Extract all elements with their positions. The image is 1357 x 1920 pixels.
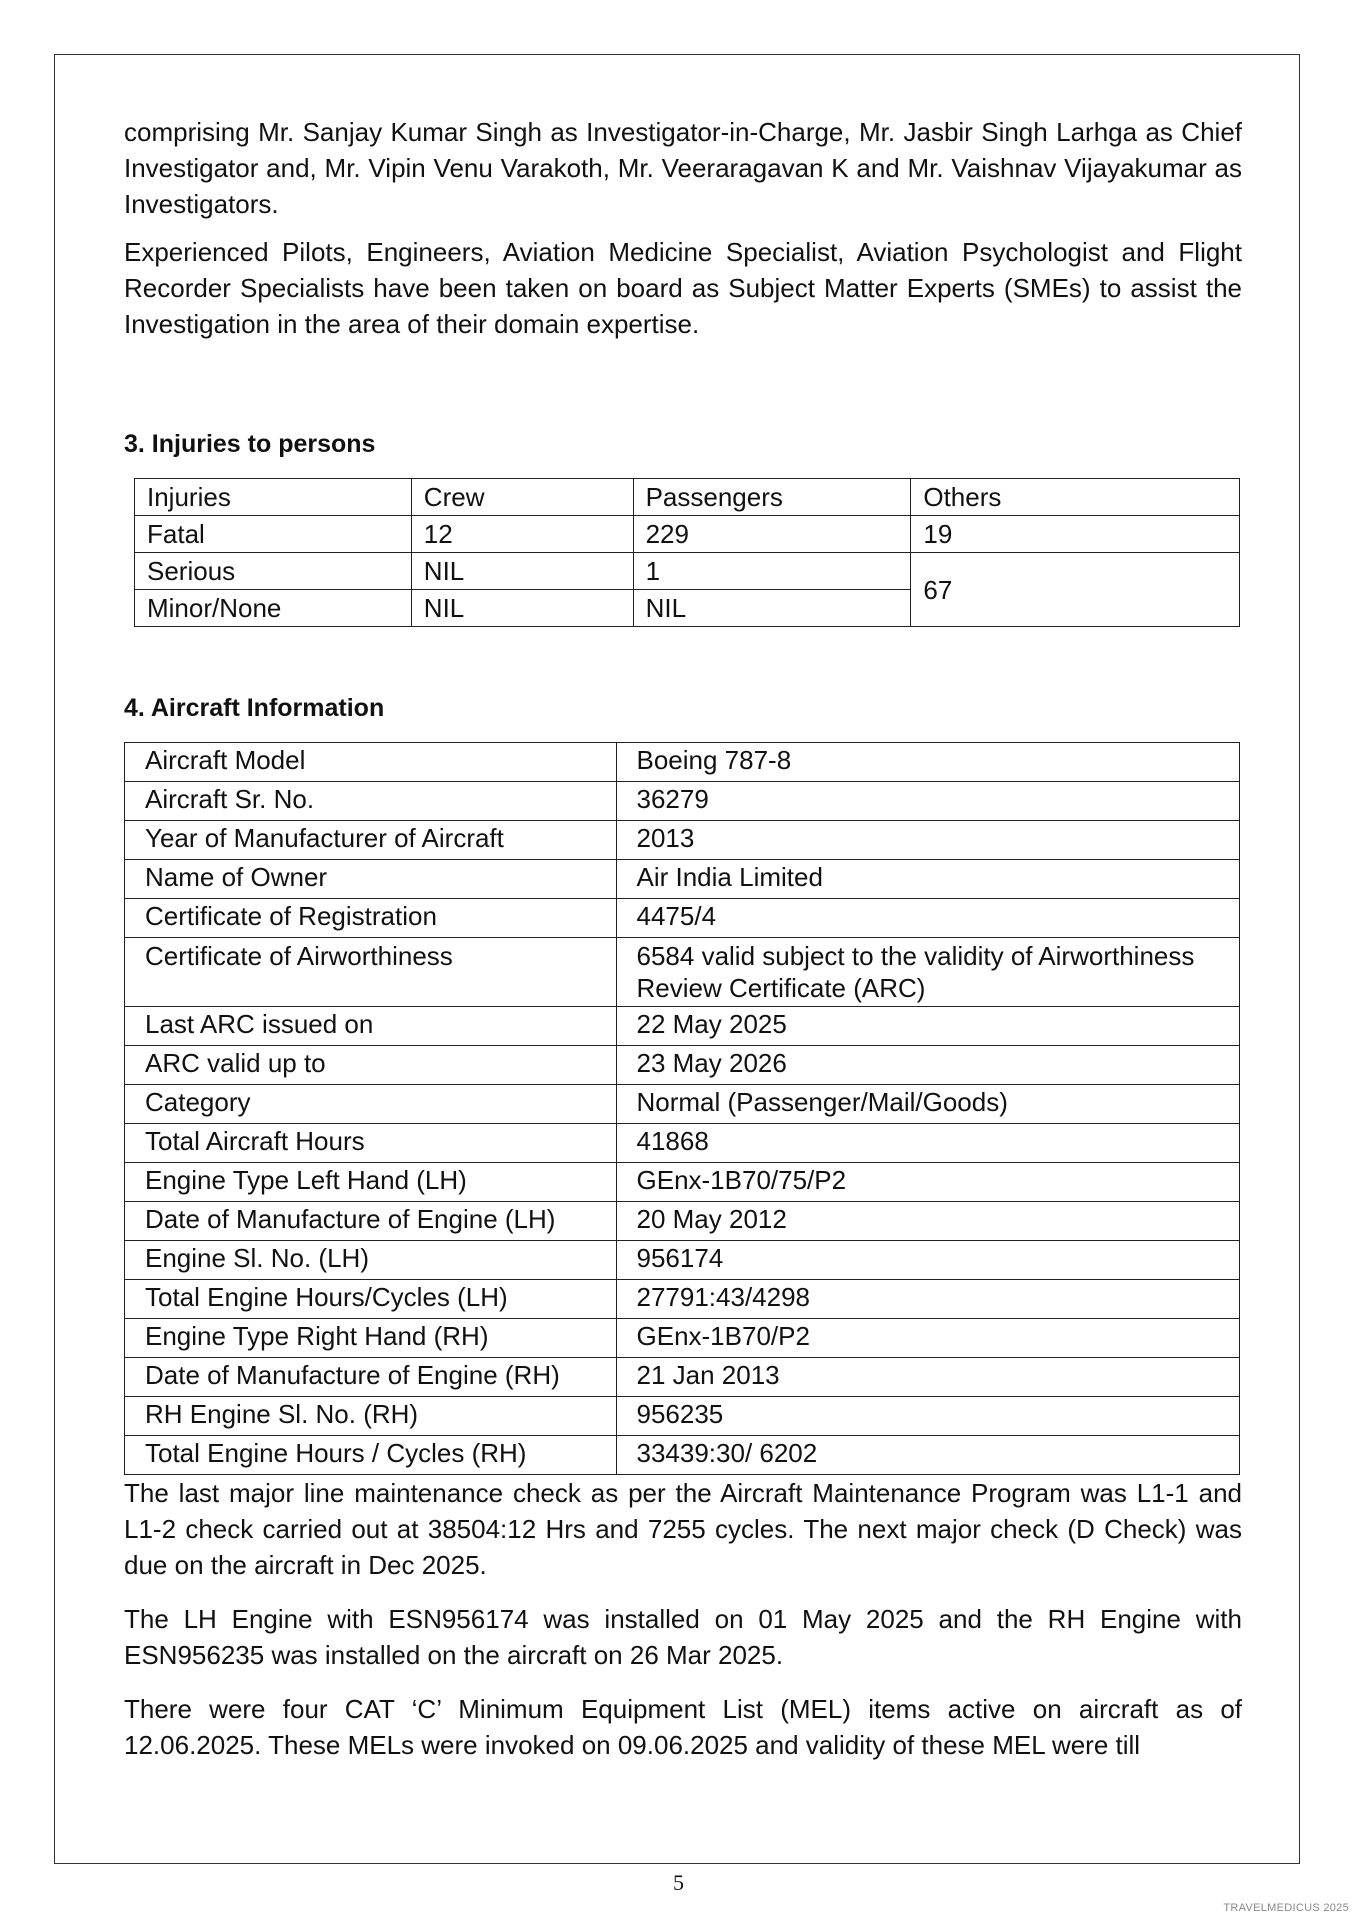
aircraft-field-value: 21 Jan 2013 bbox=[616, 1358, 1240, 1397]
aircraft-field-label: Last ARC issued on bbox=[125, 1007, 617, 1046]
page-number: 5 bbox=[673, 1870, 684, 1895]
table-cell: Minor/None bbox=[135, 590, 412, 627]
aircraft-field-value: 6584 valid subject to the validity of Airworthiness Review Certificate (ARC) bbox=[616, 938, 1240, 1007]
aircraft-field-label: Aircraft Sr. No. bbox=[125, 782, 617, 821]
aircraft-field-value: Boeing 787-8 bbox=[616, 743, 1240, 782]
injuries-heading: 3. Injuries to persons bbox=[124, 430, 376, 458]
table-row bbox=[125, 1241, 1240, 1280]
intro-paragraph-1: comprising Mr. Sanjay Kumar Singh as Investigator-in-Charge, Mr. Jasbir Singh Larhga as Chief Investigator and, Mr. Vipin Venu Varakoth, Mr. Veeraragavan K and Mr. Vaishnav Vijayakumar as Investigators. bbox=[124, 117, 1242, 219]
aircraft-field-label: Date of Manufacture of Engine (LH) bbox=[125, 1202, 617, 1241]
aircraft-field-label: Aircraft Model bbox=[125, 743, 617, 782]
aircraft-field-label: Total Engine Hours/Cycles (LH) bbox=[125, 1280, 617, 1319]
table-row bbox=[125, 1397, 1240, 1436]
aircraft-heading: 4. Aircraft Information bbox=[124, 694, 385, 722]
aircraft-info-table bbox=[124, 742, 1240, 1475]
injuries-header-cell: Passengers bbox=[633, 479, 911, 516]
aircraft-field-value: 36279 bbox=[616, 782, 1240, 821]
table-row bbox=[135, 479, 1240, 516]
table-cell: 1 bbox=[633, 553, 911, 590]
aircraft-field-label: Year of Manufacturer of Aircraft bbox=[125, 821, 617, 860]
injuries-header-cell: Injuries bbox=[135, 479, 412, 516]
injuries-header-cell: Crew bbox=[411, 479, 633, 516]
table-cell: Fatal bbox=[135, 516, 412, 553]
aircraft-field-label: Category bbox=[125, 1085, 617, 1124]
aircraft-field-value: 22 May 2025 bbox=[616, 1007, 1240, 1046]
aircraft-field-value: Normal (Passenger/Mail/Goods) bbox=[616, 1085, 1240, 1124]
injuries-table bbox=[134, 478, 1240, 627]
table-cell: 229 bbox=[633, 516, 911, 553]
closing-paragraph-1: The last major line maintenance check as per the Aircraft Maintenance Program was L1-1 and L1-2 check carried out at 38504:12 Hrs and 7255 cycles. The next major check (D Check) was due on the aircraft in Dec 2025. bbox=[124, 1478, 1242, 1580]
aircraft-field-label: Certificate of Registration bbox=[125, 899, 617, 938]
closing-paragraph-3: There were four CAT ‘C’ Minimum Equipment List (MEL) items active on aircraft as of 12.06.2025. These MELs were invoked on 09.06.2025 and validity of these MEL were till bbox=[124, 1694, 1242, 1760]
aircraft-field-value: 2013 bbox=[616, 821, 1240, 860]
table-row bbox=[125, 1046, 1240, 1085]
table-cell: NIL bbox=[411, 590, 633, 627]
aircraft-field-label: Name of Owner bbox=[125, 860, 617, 899]
table-cell: Serious bbox=[135, 553, 412, 590]
table-row bbox=[125, 743, 1240, 782]
aircraft-field-value: 41868 bbox=[616, 1124, 1240, 1163]
aircraft-field-value: Air India Limited bbox=[616, 860, 1240, 899]
table-row bbox=[125, 938, 1240, 1007]
aircraft-field-value: 20 May 2012 bbox=[616, 1202, 1240, 1241]
table-row bbox=[125, 1007, 1240, 1046]
table-cell: NIL bbox=[411, 553, 633, 590]
table-row bbox=[125, 1085, 1240, 1124]
table-row bbox=[125, 1124, 1240, 1163]
aircraft-field-value: 956235 bbox=[616, 1397, 1240, 1436]
aircraft-field-value: GEnx-1B70/75/P2 bbox=[616, 1163, 1240, 1202]
table-row bbox=[125, 821, 1240, 860]
table-row bbox=[125, 1358, 1240, 1397]
aircraft-field-value: 23 May 2026 bbox=[616, 1046, 1240, 1085]
table-cell: 19 bbox=[911, 516, 1240, 553]
aircraft-field-label: Engine Type Right Hand (RH) bbox=[125, 1319, 617, 1358]
aircraft-field-value: 27791:43/4298 bbox=[616, 1280, 1240, 1319]
table-row bbox=[125, 1280, 1240, 1319]
intro-paragraph-2: Experienced Pilots, Engineers, Aviation Medicine Specialist, Aviation Psychologist and Flight Recorder Specialists have been taken on board as Subject Matter Experts (SMEs) to assist the Investigation in the area of their domain expertise. bbox=[124, 237, 1242, 339]
aircraft-field-label: Total Aircraft Hours bbox=[125, 1124, 617, 1163]
injuries-header-cell: Others bbox=[911, 479, 1240, 516]
aircraft-field-value: 4475/4 bbox=[616, 899, 1240, 938]
table-row bbox=[125, 1436, 1240, 1475]
table-row bbox=[135, 516, 1240, 553]
table-cell: 67 bbox=[911, 553, 1240, 627]
closing-section bbox=[124, 1475, 1242, 1763]
table-row bbox=[125, 1319, 1240, 1358]
aircraft-field-label: Date of Manufacture of Engine (RH) bbox=[125, 1358, 617, 1397]
aircraft-field-label: Certificate of Airworthiness bbox=[125, 938, 617, 1007]
aircraft-field-label: RH Engine Sl. No. (RH) bbox=[125, 1397, 617, 1436]
table-cell: NIL bbox=[633, 590, 911, 627]
closing-paragraph-2: The LH Engine with ESN956174 was installed on 01 May 2025 and the RH Engine with ESN956235 was installed on the aircraft on 26 Mar 2025. bbox=[124, 1604, 1242, 1670]
watermark: TRAVELMEDICUS 2025 bbox=[1223, 1902, 1349, 1914]
aircraft-field-value: 33439:30/ 6202 bbox=[616, 1436, 1240, 1475]
intro-section bbox=[124, 114, 1242, 342]
table-row bbox=[125, 899, 1240, 938]
table-row bbox=[125, 782, 1240, 821]
aircraft-field-label: Engine Type Left Hand (LH) bbox=[125, 1163, 617, 1202]
aircraft-field-value: GEnx-1B70/P2 bbox=[616, 1319, 1240, 1358]
aircraft-field-label: Total Engine Hours / Cycles (RH) bbox=[125, 1436, 617, 1475]
table-row bbox=[125, 860, 1240, 899]
table-row bbox=[125, 1202, 1240, 1241]
aircraft-field-value: 956174 bbox=[616, 1241, 1240, 1280]
table-row bbox=[135, 553, 1240, 590]
table-row bbox=[125, 1163, 1240, 1202]
table-cell: 12 bbox=[411, 516, 633, 553]
aircraft-field-label: ARC valid up to bbox=[125, 1046, 617, 1085]
aircraft-field-label: Engine Sl. No. (LH) bbox=[125, 1241, 617, 1280]
